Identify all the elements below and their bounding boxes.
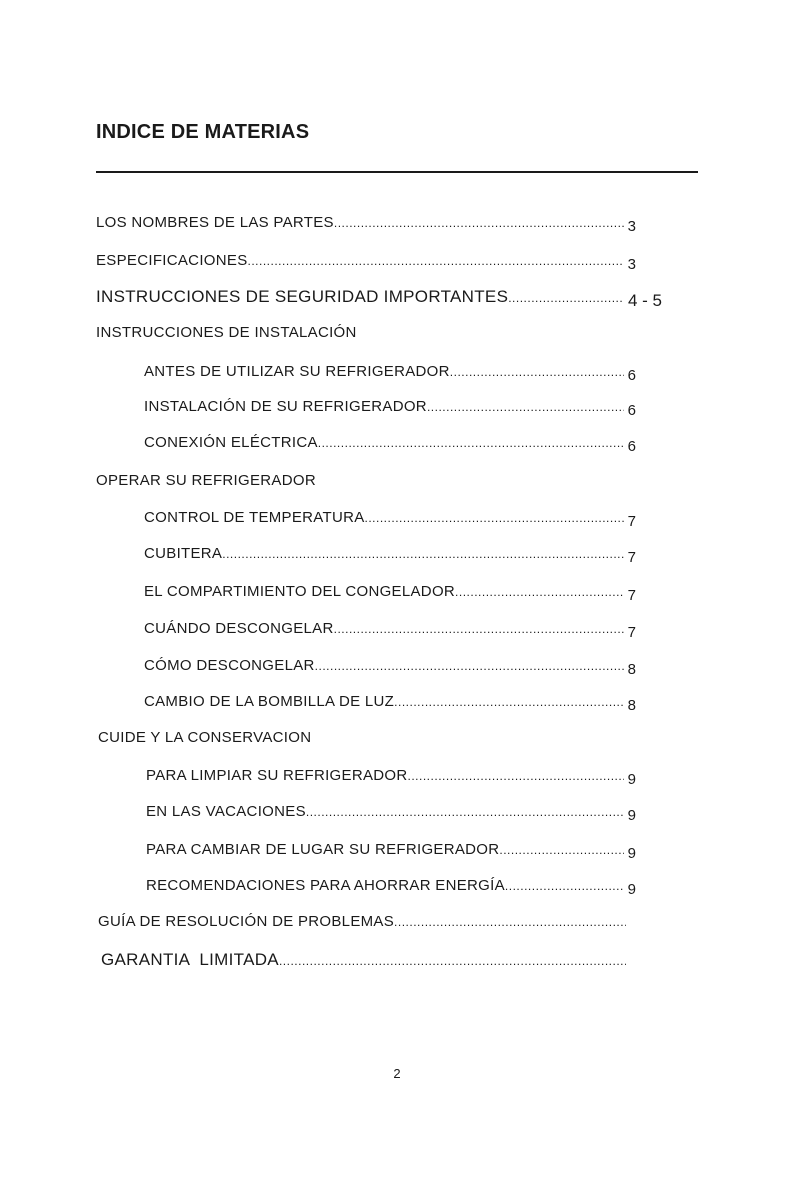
toc-leader-dots xyxy=(499,840,623,860)
toc-leader-dots xyxy=(334,619,624,639)
toc-label: INSTRUCCIONES DE INSTALACIÓN xyxy=(96,324,357,341)
toc-page: 9 xyxy=(627,807,636,822)
toc-label: CUÁNDO DESCONGELAR xyxy=(144,620,334,637)
toc-leader-dots xyxy=(365,508,624,528)
toc-entry-guia xyxy=(98,912,626,932)
toc-label: CAMBIO DE LA BOMBILLA DE LUZ xyxy=(144,693,395,710)
toc-label: PARA CAMBIAR DE LUGAR SU REFRIGERADOR xyxy=(146,841,500,858)
toc-page: 9 xyxy=(627,845,636,860)
page-number: 2 xyxy=(393,1066,401,1081)
toc-page: 8 xyxy=(627,661,636,676)
toc-label: CÓMO DESCONGELAR xyxy=(144,657,315,674)
toc-label: INSTRUCCIONES DE SEGURIDAD IMPORTANTES xyxy=(96,287,509,306)
toc-leader-dots xyxy=(394,692,624,712)
title-divider xyxy=(96,171,698,173)
toc-entry-garantia xyxy=(101,950,626,970)
toc-entry-cuando xyxy=(144,619,636,639)
toc-entry-conexion xyxy=(144,433,636,453)
toc-leader-dots xyxy=(315,656,624,676)
toc-leader-dots xyxy=(334,213,624,233)
toc-leader-dots xyxy=(394,912,626,932)
toc-entry-como xyxy=(144,656,636,676)
toc-entry-vacaciones xyxy=(146,802,636,822)
toc-entry-cambiar xyxy=(146,840,636,860)
toc-label: GUÍA DE RESOLUCIÓN DE PROBLEMAS xyxy=(98,913,395,930)
toc-leader-dots xyxy=(318,433,624,453)
toc-leader-dots xyxy=(427,397,624,417)
toc-leader-dots xyxy=(279,951,626,970)
toc-entry-seguridad xyxy=(96,287,662,307)
toc-leader-dots xyxy=(222,544,623,564)
toc-entry-los-nombres xyxy=(96,213,636,233)
toc-label: INSTALACIÓN DE SU REFRIGERADOR xyxy=(144,398,427,415)
toc-leader-dots xyxy=(455,582,624,602)
toc-leader-dots xyxy=(248,251,624,271)
toc-label: RECOMENDACIONES PARA AHORRAR ENERGÍA xyxy=(146,877,505,894)
toc-label: PARA LIMPIAR SU REFRIGERADOR xyxy=(146,767,408,784)
toc-page: 4 - 5 xyxy=(627,291,662,307)
toc-page: 7 xyxy=(627,549,636,564)
toc-entry-limpiar xyxy=(146,766,636,786)
toc-leader-dots xyxy=(408,766,624,786)
toc-page: 6 xyxy=(627,438,636,453)
toc-page: 7 xyxy=(627,624,636,639)
toc-entry-energia xyxy=(146,876,636,896)
toc-heading-cuide xyxy=(98,728,598,748)
toc-label: ANTES DE UTILIZAR SU REFRIGERADOR xyxy=(144,363,450,380)
toc-label: EL COMPARTIMIENTO DEL CONGELADOR xyxy=(144,583,456,600)
toc-page: 3 xyxy=(627,218,636,233)
toc-label: LOS NOMBRES DE LAS PARTES xyxy=(96,214,334,231)
toc-label: CUBITERA xyxy=(144,545,223,562)
toc-leader-dots xyxy=(450,362,624,382)
toc-entry-especificaciones xyxy=(96,251,636,271)
toc-leader-dots xyxy=(505,876,624,896)
toc-heading-operar xyxy=(96,471,596,491)
toc-page: 7 xyxy=(627,513,636,528)
toc-label: ESPECIFICACIONES xyxy=(96,252,248,269)
toc-entry-bombilla xyxy=(144,692,636,712)
toc-label: GARANTIA LIMITADA xyxy=(101,950,279,969)
toc-label: CUIDE Y LA CONSERVACION xyxy=(98,729,312,746)
toc-label: EN LAS VACACIONES xyxy=(146,803,306,820)
toc-page: 8 xyxy=(627,697,636,712)
toc-label: CONEXIÓN ELÉCTRICA xyxy=(144,434,318,451)
toc-entry-instalacion-refrigerador xyxy=(144,397,636,417)
toc-leader-dots xyxy=(306,802,624,822)
toc-page: 9 xyxy=(627,771,636,786)
toc-page: 3 xyxy=(627,256,636,271)
toc-page: 9 xyxy=(627,881,636,896)
toc-page: 7 xyxy=(627,587,636,602)
toc-label: CONTROL DE TEMPERATURA xyxy=(144,509,365,526)
toc-entry-cubitera xyxy=(144,544,636,564)
toc-entry-control xyxy=(144,508,636,528)
toc-heading-instalacion xyxy=(96,323,596,343)
toc-page: 6 xyxy=(627,402,636,417)
document-title: INDICE DE MATERIAS xyxy=(96,121,310,143)
toc-entry-compartimiento xyxy=(144,582,636,602)
toc-page: 6 xyxy=(627,367,636,382)
toc-leader-dots xyxy=(508,288,624,307)
toc-label: OPERAR SU REFRIGERADOR xyxy=(96,472,316,489)
toc-entry-antes xyxy=(144,362,636,382)
